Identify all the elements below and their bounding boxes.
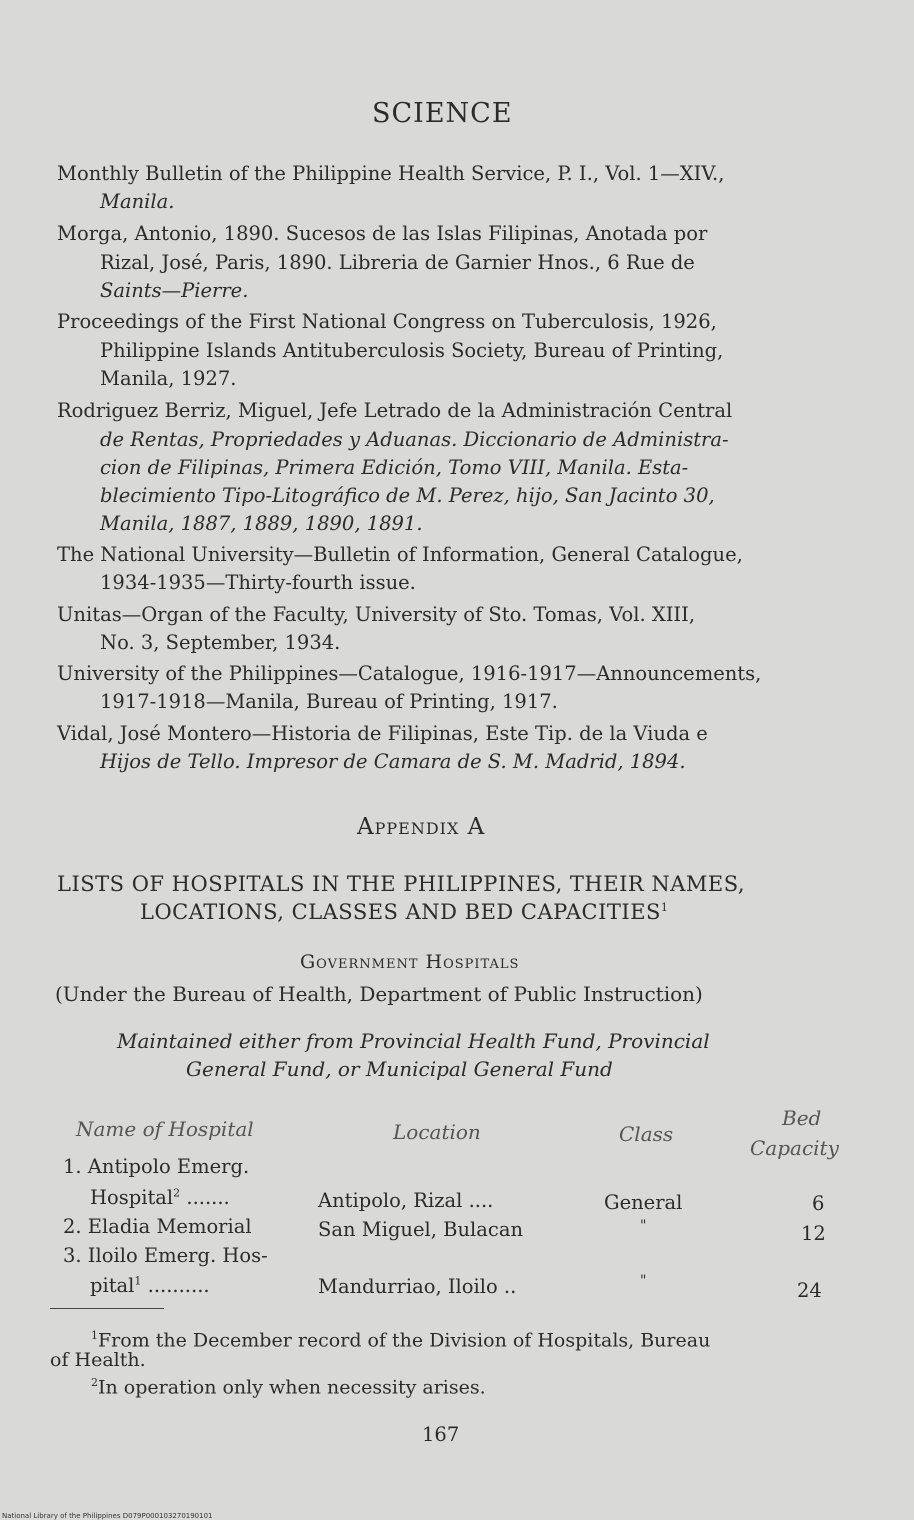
row-1-class: General [604,1191,683,1214]
bib-3-line-3: Manila, 1927. [100,367,237,390]
bib-3-line-2: Philippine Islands Antituberculosis Society, Bureau of Printing, [100,339,724,362]
appendix-title: Appendix A [357,814,486,840]
footnote-1-line-2: of Health. [50,1349,146,1371]
header-bed: Bed [782,1106,822,1130]
bib-4-line-2: de Rentas, Propriedades y Aduanas. Diccionario de Administra- [100,428,729,451]
footnote-1-line-1 [91,1329,710,1351]
scan-credit: National Library of the Philippines D079P000103270190101 [2,1512,213,1520]
row-3-name-text: pital [90,1274,135,1297]
footnote-2-mark: 2 [91,1376,98,1389]
footnote-1-mark: 1 [91,1329,98,1342]
row-3-name-line-1: 3. Iloilo Emerg. Hos- [63,1244,268,1267]
row-3-footnote-ref: 1 [134,1274,142,1288]
row-1-location: Antipolo, Rizal .... [318,1189,494,1212]
bib-1-line-1: Monthly Bulletin of the Philippine Health Service, P. I., Vol. 1—XIV., [57,162,725,185]
appendix-subtitle-line-1: LISTS OF HOSPITALS IN THE PHILIPPINES, THEIR NAMES, [57,872,746,896]
row-3-name-line-2 [90,1274,210,1297]
bib-4-line-1: Rodriguez Berriz, Miguel, Jefe Letrado de la Administración Central [57,399,733,422]
row-3-bed: 24 [797,1279,822,1302]
page-title: SCIENCE [372,98,513,129]
header-class: Class [619,1122,674,1146]
bib-5-line-1: The National University—Bulletin of Information, General Catalogue, [57,543,743,566]
bib-1-line-2: Manila. [100,190,175,213]
bib-6-line-1: Unitas—Organ of the Faculty, University of Sto. Tomas, Vol. XIII, [57,603,696,626]
maintained-line-1: Maintained either from Provincial Health Fund, Provincial [117,1029,710,1053]
footnote-ref-1: 1 [660,901,669,914]
row-1-name-line-1: 1. Antipolo Emerg. [63,1155,250,1178]
footnote-divider [50,1308,164,1309]
row-2-name-line-1: 2. Eladia Memorial [63,1215,252,1238]
bib-4-line-3: cion de Filipinas, Primera Edición, Tomo VIII, Manila. Esta- [100,456,689,479]
bib-6-line-2: No. 3, September, 1934. [100,631,341,654]
footnote-2-text: In operation only when necessity arises. [98,1376,486,1399]
header-location: Location [393,1120,481,1144]
row-2-bed: 12 [801,1222,826,1245]
bib-7-line-1: University of the Philippines—Catalogue, 1916-1917—Announcements, [57,662,762,685]
row-1-leader: ....... [180,1186,230,1209]
bib-2-line-3: Saints—Pierre. [100,279,249,302]
row-2-location: San Miguel, Bulacan [318,1218,524,1241]
row-2-class: " [640,1218,647,1234]
footnote-2 [91,1376,486,1398]
row-3-leader: .......... [141,1274,210,1297]
header-capacity: Capacity [750,1136,839,1160]
bib-4-line-4: blecimiento Tipo-Litográfico de M. Perez, hijo, San Jacinto 30, [100,484,715,507]
footnote-1-text: From the December record of the Division of Hospitals, Bureau [98,1329,711,1352]
row-1-name-text: Hospital [90,1186,174,1209]
header-name: Name of Hospital [76,1117,254,1141]
appendix-subtitle-line-2 [140,900,668,924]
bib-8-line-2: Hijos de Tello. Impresor de Camara de S. M. Madrid, 1894. [100,750,686,773]
row-1-footnote-ref: 2 [173,1186,181,1200]
appendix-subtitle-text: LOCATIONS, CLASSES AND BED CAPACITIES [140,900,661,924]
row-1-name-line-2 [90,1186,230,1209]
section-note: (Under the Bureau of Health, Department of Public Instruction) [55,982,703,1006]
page-number: 167 [422,1423,460,1446]
section-title: Government Hospitals [300,951,520,973]
row-3-location: Mandurriao, Iloilo .. [318,1275,517,1298]
bib-7-line-2: 1917-1918—Manila, Bureau of Printing, 1917. [100,690,558,713]
maintained-line-2: General Fund, or Municipal General Fund [186,1057,613,1081]
row-1-bed: 6 [812,1192,825,1215]
row-3-class: " [640,1273,647,1289]
bib-3-line-1: Proceedings of the First National Congress on Tuberculosis, 1926, [57,310,717,333]
bib-4-line-5: Manila, 1887, 1889, 1890, 1891. [100,512,423,535]
bib-2-line-1: Morga, Antonio, 1890. Sucesos de las Islas Filipinas, Anotada por [57,222,708,245]
bib-2-line-2: Rizal, José, Paris, 1890. Libreria de Garnier Hnos., 6 Rue de [100,251,695,274]
bib-8-line-1: Vidal, José Montero—Historia de Filipinas, Este Tip. de la Viuda e [57,722,708,745]
bib-5-line-2: 1934-1935—Thirty-fourth issue. [100,571,416,594]
